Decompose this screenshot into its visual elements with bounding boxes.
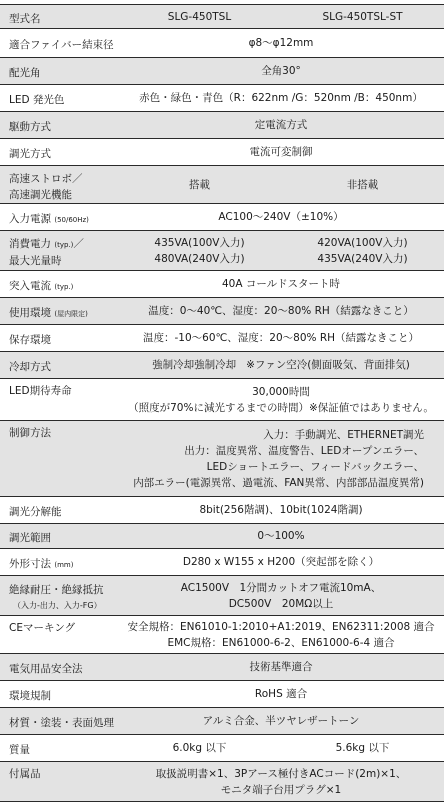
ce-line: EMC規格：EN61000-6-2、EN61000-6-4 適合	[167, 636, 395, 649]
pse-value: 技術基準適合	[249, 661, 313, 673]
row-label-note: (typ.)	[54, 241, 74, 249]
power-value: 435VA(100V入力)	[154, 236, 245, 249]
resolution-value: 8bit(256階調)、10bit(1024階調)	[199, 504, 363, 516]
row-size	[0, 549, 444, 576]
row-power	[0, 231, 444, 271]
row-label-note: (50/60Hz)	[54, 215, 89, 224]
row-led-color	[0, 85, 444, 112]
fiber-value: φ8～φ12mm	[248, 37, 314, 49]
row-label: 調光方式	[9, 148, 51, 160]
row-angle	[0, 58, 444, 85]
row-label: 保存環境	[9, 334, 51, 346]
cooling-value-1: 強制冷却強制冷却	[152, 359, 237, 371]
row-label: 制御方法	[9, 427, 51, 439]
power-value: 420VA(100V入力)	[317, 236, 408, 249]
row-mass	[0, 735, 444, 762]
row-env-use	[0, 298, 444, 325]
env-store-value: 温度：-10～60℃、湿度：20～80% RH（結露なきこと）	[142, 332, 420, 344]
row-material	[0, 708, 444, 735]
row-label: 調光範囲	[9, 532, 51, 544]
row-life	[0, 379, 444, 421]
row-label: 突入電流	[9, 279, 51, 292]
control-line: 出力：温度異常、温度警告、LEDオープンエラー、	[184, 444, 424, 457]
row-label: CEマーキング	[9, 622, 76, 634]
row-label: LED期待寿命	[9, 385, 72, 397]
input-value: AC100～240V（±10%）	[218, 211, 344, 223]
row-label-note: (屋内限定)	[54, 309, 88, 318]
row-label: 調光分解能	[9, 506, 62, 518]
angle-value: 全角30°	[261, 65, 301, 77]
model-value-2: SLG-450TSL-ST	[322, 10, 403, 23]
life-note: （照度が70%に減光するまでの時間）※保証値ではありません。	[128, 401, 434, 414]
drive-value: 定電流方式	[254, 119, 308, 131]
material-value: アルミ合金、半ツヤレザートーン	[202, 715, 360, 727]
control-line: 入力：手動調光、ETHERNET調光	[263, 428, 424, 441]
row-label: 型式名	[9, 12, 41, 25]
control-line: LEDショートエラー、フィードバックエラー、	[206, 460, 424, 473]
row-label-note: (mm)	[54, 560, 74, 569]
env-use-value: 温度：0～40℃、湿度：20～80% RH（結露なきこと）	[148, 305, 414, 317]
accessories-line: 取扱説明書×1、3Pアース極付きACコード(2m)×1、	[155, 767, 407, 780]
row-cooling	[0, 352, 444, 379]
row-pse	[0, 654, 444, 681]
row-label: 使用環境	[9, 306, 51, 319]
row-dimming	[0, 139, 444, 166]
row-label: 駆動方式	[9, 121, 51, 133]
row-label-note: （入力-出力、入力-FG）	[13, 600, 102, 610]
row-label: 最大光量時	[9, 255, 62, 267]
insulation-line: AC1500V 1分間カットオフ電流10mA、	[180, 581, 382, 594]
row-strobe	[0, 166, 444, 204]
row-label: 絶縁耐圧・絶縁抵抗	[9, 583, 104, 596]
row-label: 電気用品安全法	[9, 663, 83, 675]
row-label-note: (typ.)	[54, 282, 74, 291]
row-label: 入力電源	[9, 212, 51, 225]
row-ce	[0, 616, 444, 654]
row-resolution	[0, 497, 444, 524]
row-label: 材質・塗装・表面処理	[9, 717, 114, 729]
row-fiber	[0, 29, 444, 58]
cooling-value-2: ※ファン空冷(側面吸気、背面排気)	[246, 359, 410, 371]
accessories-line: モニタ端子台用プラグ×1	[220, 783, 342, 796]
row-label-tail: ／	[73, 238, 84, 250]
row-model	[0, 4, 444, 29]
model-value-1: SLG-450TSL	[167, 10, 232, 23]
row-label: 外形寸法	[9, 557, 51, 570]
row-control	[0, 421, 444, 497]
row-label: 付属品	[9, 768, 41, 780]
row-input	[0, 204, 444, 231]
dimming-value: 電流可変制御	[249, 146, 313, 158]
power-value: 480VA(240V入力)	[154, 252, 245, 265]
row-env-store	[0, 325, 444, 352]
mass-value-2: 5.6kg 以下	[335, 742, 390, 754]
row-label: 適合ファイバー結束径	[9, 39, 114, 51]
row-label: 高速調光機能	[9, 188, 72, 201]
inrush-value: 40A コールドスタート時	[221, 278, 341, 290]
strobe-value-1: 搭載	[189, 178, 210, 191]
led-value: 赤色・緑色・青色（R：622nm /G：520nm /B：450nm）	[139, 92, 423, 104]
row-label: 環境規制	[9, 690, 51, 702]
row-label: 冷却方式	[9, 361, 51, 373]
insulation-line: DC500V 20MΩ以上	[228, 597, 334, 610]
row-drive	[0, 112, 444, 139]
row-rohs	[0, 681, 444, 708]
ce-line: 安全規格：EN61010-1:2010+A1:2019、EN62311:2008 適合	[127, 620, 435, 633]
row-range	[0, 524, 444, 549]
mass-value-1: 6.0kg 以下	[172, 742, 227, 754]
control-line: 内部エラー(電源異常、過電流、FAN異常、内部部品温度異常)	[133, 476, 424, 489]
row-label: LED 発光色	[9, 94, 65, 106]
row-label: 高速ストロボ／	[9, 172, 83, 185]
range-value: 0～100%	[257, 530, 305, 542]
life-value: 30,000時間	[252, 385, 310, 398]
row-label: 消費電力	[9, 238, 51, 250]
row-accessories	[0, 762, 444, 802]
row-label: 質量	[9, 744, 30, 756]
rohs-value: RoHS 適合	[254, 688, 308, 700]
size-value: D280 x W155 x H200（突起部を除く）	[182, 556, 380, 568]
strobe-value-2: 非搭載	[346, 178, 379, 191]
power-value: 435VA(240V入力)	[317, 252, 408, 265]
row-label: 配光角	[9, 67, 41, 79]
row-insulation	[0, 576, 444, 616]
row-inrush	[0, 271, 444, 298]
